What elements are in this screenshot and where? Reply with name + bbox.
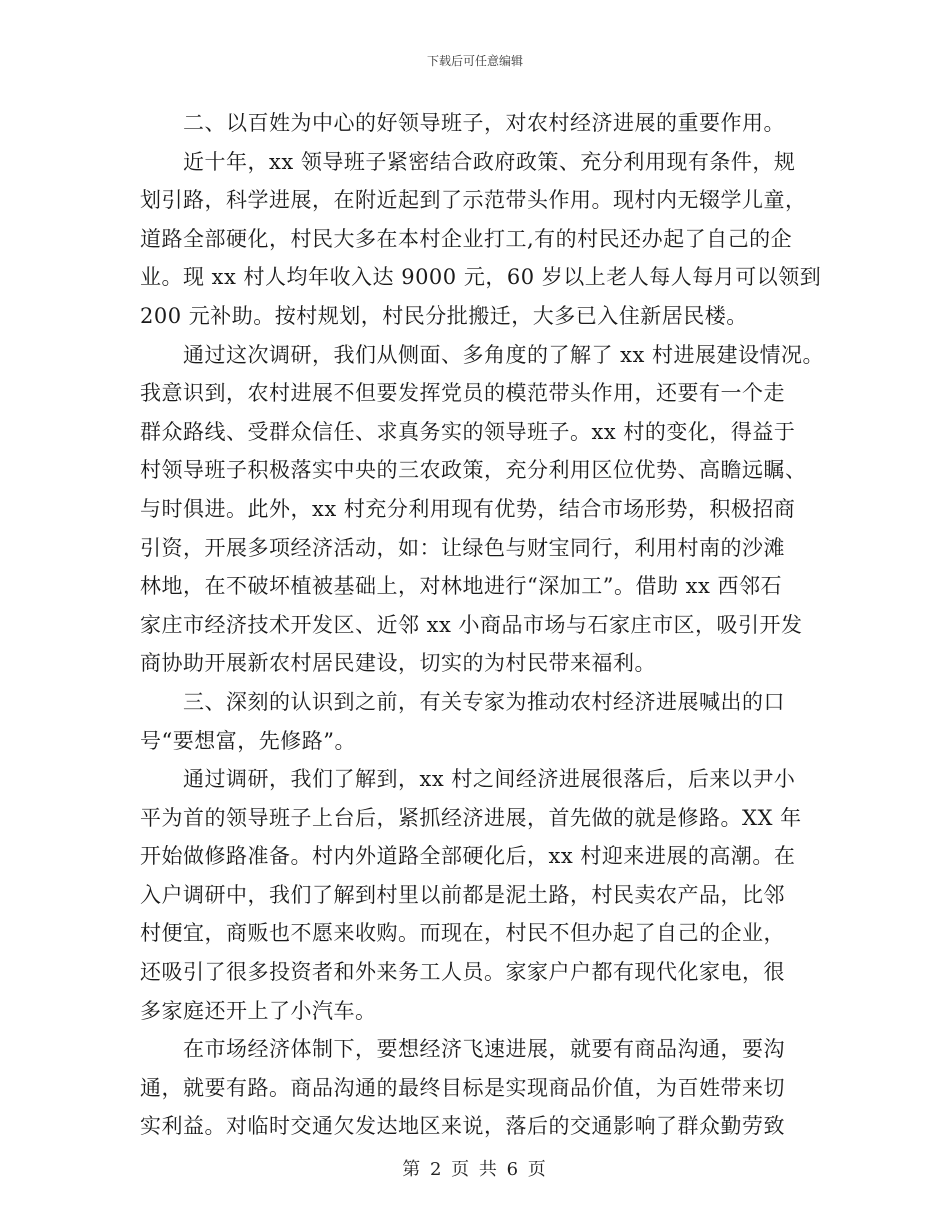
text-line: 群众路线、受群众信任、求真务实的领导班子。xx 村的变化，得益于 bbox=[140, 419, 796, 444]
text-line: 我意识到，农村进展不但要发挥党员的模范带头作用，还要有一个走 bbox=[140, 381, 785, 406]
text-line: 200 元补助。按村规划，村民分批搬迁，大多已入住新居民楼。 bbox=[140, 303, 748, 328]
page-header: 下载后可任意编辑 bbox=[426, 54, 523, 68]
paragraph bbox=[140, 104, 812, 143]
document-body bbox=[140, 104, 825, 1146]
page-number: 第 2 页 共 6 页 bbox=[402, 1159, 548, 1180]
text-line: 在市场经济体制下，要想经济飞速进展，就要有商品沟通，要沟 bbox=[140, 1037, 785, 1062]
paragraph bbox=[140, 760, 812, 1030]
text-line: 村便宜，商贩也不愿来收购。而现在，村民不但办起了自己的企业， bbox=[140, 921, 785, 946]
text-line: 村领导班子积极落实中央的三农政策，充分利用区位优势、高瞻远瞩、 bbox=[140, 458, 807, 483]
text-line: 二、以百姓为中心的好领导班子，对农村经济进展的重要作用。 bbox=[140, 111, 785, 135]
text-line: 道路全部硬化，村民大多在本村企业打工,有的村民还办起了自己的企 bbox=[140, 226, 793, 251]
text-line: 家庄市经济技术开发区、近邻 xx 小商品市场与石家庄市区，吸引开发 bbox=[140, 612, 803, 637]
text-line: 通过调研，我们了解到，xx 村之间经济进展很落后，后来以尹小 bbox=[140, 767, 796, 792]
text-line: 林地，在不破坏植被基础上，对林地进行“深加工”。借助 xx 西邻石 bbox=[140, 574, 783, 599]
paragraph bbox=[140, 683, 812, 760]
text-line: 与时俱进。此外，xx 村充分利用现有优势，结合市场形势，积极招商 bbox=[140, 496, 796, 521]
paragraph bbox=[140, 1030, 812, 1146]
text-line: 商协助开展新农村居民建设，切实的为村民带来福利。 bbox=[140, 651, 656, 676]
text-line: 平为首的领导班子上台后，紧抓经济进展，首先做的就是修路。XX 年 bbox=[140, 805, 802, 830]
text-line: 引资，开展多项经济活动，如：让绿色与财宝同行，利用村南的沙滩 bbox=[140, 535, 785, 560]
text-line: 实利益。对临时交通欠发达地区来说，落后的交通影响了群众勤劳致 bbox=[140, 1114, 785, 1139]
paragraph bbox=[140, 336, 825, 683]
text-line: 号“要想富，先修路”。 bbox=[140, 728, 356, 753]
text-line: 三、深刻的认识到之前，有关专家为推动农村经济进展喊出的口 bbox=[140, 689, 785, 714]
paragraph bbox=[140, 143, 822, 336]
text-line: 近十年，xx 领导班子紧密结合政府政策、充分利用现有条件，规 bbox=[140, 149, 796, 174]
text-line: 划引路，科学进展，在附近起到了示范带头作用。现村内无辍学儿童， bbox=[140, 188, 807, 213]
text-line: 开始做修路准备。村内外道路全部硬化后，xx 村迎来进展的高潮。在 bbox=[140, 844, 796, 869]
text-line: 还吸引了很多投资者和外来务工人员。家家户户都有现代化家电，很 bbox=[140, 960, 785, 985]
text-line: 多家庭还开上了小汽车。 bbox=[140, 998, 377, 1023]
text-line: 入户调研中，我们了解到村里以前都是泥土路，村民卖农产品，比邻 bbox=[140, 882, 785, 907]
text-line: 通，就要有路。商品沟通的最终目标是实现商品价值，为百姓带来切 bbox=[140, 1075, 785, 1100]
text-line: 通过这次调研，我们从侧面、多角度的了解了 xx 村进展建设情况。 bbox=[140, 342, 825, 367]
text-line: 业。现 xx 村人均年收入达 9000 元，60 岁以上老人每人每月可以领到 bbox=[140, 265, 822, 290]
